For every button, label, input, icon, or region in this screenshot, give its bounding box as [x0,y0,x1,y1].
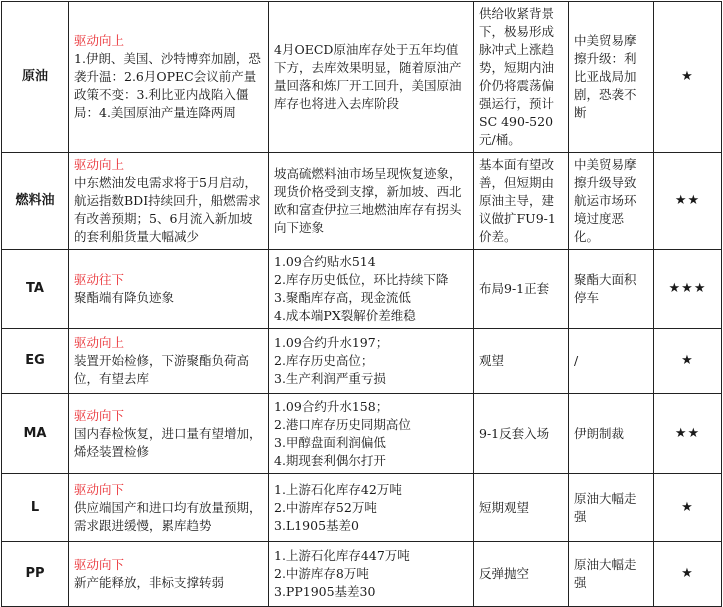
fundamentals-item: 2.库存历史低位，环比持续下降 [274,272,449,287]
table-row [2,474,722,542]
rating-stars: ★ [654,474,722,542]
fundamentals-item: 3.甲醇盘面利润偏低 [274,434,386,450]
fundamentals-item: 1.09合约升水197； [274,335,389,350]
commodity-name: L [2,474,69,542]
driver-direction: 驱动向上 [74,33,125,48]
driver-cell [69,329,269,394]
fundamentals-cell [269,250,474,329]
strategy-cell: 9-1反套入场 [474,394,569,474]
strategy-cell: 短期观望 [474,474,569,542]
driver-direction: 驱动向下 [74,481,125,497]
driver-cell [69,250,269,329]
driver-direction: 驱动向下 [74,557,125,572]
fundamentals-item: 3.L1905基差0 [274,517,359,533]
rating-stars: ★ [654,542,722,607]
table-row [2,153,722,250]
fundamentals-item: 1.09合约贴水514 [274,254,376,269]
fundamentals-cell [269,474,474,542]
fundamentals-cell [269,394,474,474]
table-row [2,250,722,329]
fundamentals-item: 4月OECD原油库存处于五年均值下方，去库效果明显，随着原油产量回落和炼厂开工回升，美国原油库存也将进入去库阶段 [274,42,462,111]
commodity-name: MA [2,394,69,474]
table-row [2,542,722,607]
strategy-cell: 反弹抛空 [474,542,569,607]
driver-text: 国内春检恢复，进口量有望增加，烯烃装置检修 [74,425,262,459]
fundamentals-cell [269,329,474,394]
risk-cell: / [569,329,654,394]
driver-direction: 驱动向上 [74,157,125,172]
driver-direction: 驱动往下 [74,272,125,287]
driver-direction: 驱动向下 [74,407,125,423]
risk-cell: 原油大幅走强 [569,474,654,542]
table-row [2,329,722,394]
driver-cell [69,542,269,607]
driver-cell [69,153,269,250]
fundamentals-item: 4.期现套利偶尔打开 [274,452,386,468]
risk-cell: 中美贸易摩擦升级导致航运市场环境过度恶化。 [569,153,654,250]
rating-stars: ★ [654,2,722,153]
table-row [2,394,722,474]
risk-cell: 伊朗制裁 [569,394,654,474]
fundamentals-item: 4.成本端PX裂解价差维稳 [274,308,416,323]
fundamentals-item: 坡高硫燃料油市场呈现恢复迹象，现货价格受到支撑，新加坡、西北欧和富查伊拉三地燃油库存有拐头向下迹象 [274,166,462,235]
driver-text: 供应端国产和进口均有放量预期，需求跟进缓慢，累库趋势 [74,499,262,533]
fundamentals-item: 1.09合约升水158； [274,398,389,414]
risk-cell: 中美贸易摩擦升级：利比亚战局加剧，恐袭不断 [569,2,654,153]
strategy-cell: 布局9-1正套 [474,250,569,329]
commodity-name: 原油 [2,2,69,153]
fundamentals-cell [269,542,474,607]
driver-text: 新产能释放，非标支撑转弱 [74,575,225,590]
commodity-name: EG [2,329,69,394]
fundamentals-item: 3.PP1905基差30 [274,584,376,599]
strategy-cell: 供给收紧背景下，极易形成脉冲式上涨趋势，短期内油价仍将震荡偏强运行，预计SC 490-520元/桶。 [474,2,569,153]
fundamentals-item: 3.生产利润严重亏损 [274,371,386,386]
driver-cell [69,474,269,542]
commodity-name: 燃料油 [2,153,69,250]
risk-cell: 原油大幅走强 [569,542,654,607]
risk-cell: 聚酯大面积停车 [569,250,654,329]
table-row [2,2,722,153]
fundamentals-item: 3.聚酯库存高，现金流低 [274,290,411,305]
driver-cell [69,2,269,153]
driver-text: 聚酯端有降负迹象 [74,290,175,305]
rating-stars: ★★★ [654,250,722,329]
fundamentals-item: 1.上游石化库存447万吨 [274,548,410,563]
commodity-name: PP [2,542,69,607]
fundamentals-cell [269,153,474,250]
commodity-outlook-table [1,1,722,607]
driver-text: 1.伊朗、美国、沙特博弈加剧，恐袭升温：2.6月OPEC会议前产量政策不变：3.利比亚内战陷入僵局：4.美国原油产量连降两周 [74,51,261,120]
commodity-name: TA [2,250,69,329]
driver-text: 装置开始检修，下游聚酯负荷高位，有望去库 [74,353,250,386]
rating-stars: ★ [654,329,722,394]
driver-direction: 驱动向上 [74,335,125,350]
fundamentals-item: 2.中游库存52万吨 [274,499,377,515]
fundamentals-item: 2.库存历史高位； [274,353,374,368]
rating-stars: ★★ [654,394,722,474]
fundamentals-item: 2.中游库存8万吨 [274,566,369,581]
driver-text: 中东燃油发电需求将于5月启动，航运指数BDI持续回升，船燃需求有改善预期；5、6月流入新加坡的套利船货量大幅减少 [74,175,261,244]
rating-stars: ★★ [654,153,722,250]
driver-cell [69,394,269,474]
fundamentals-cell [269,2,474,153]
strategy-cell: 基本面有望改善，但短期由原油主导，建议做扩FU9-1价差。 [474,153,569,250]
fundamentals-item: 1.上游石化库存42万吨 [274,481,402,497]
strategy-cell: 观望 [474,329,569,394]
fundamentals-item: 2.港口库存历史同期高位 [274,416,411,432]
